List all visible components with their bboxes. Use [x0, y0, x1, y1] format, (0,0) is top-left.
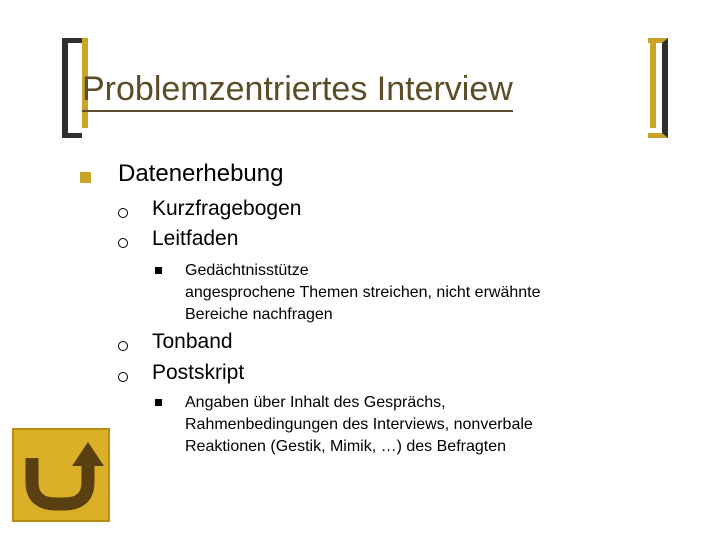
bullet-datenerhebung: [80, 160, 380, 192]
bullet-label: Kurzfragebogen: [152, 197, 302, 220]
bullet-leitfaden: [118, 227, 418, 255]
ring-bullet-icon: [118, 341, 128, 351]
ring-bullet-icon: [118, 372, 128, 382]
bullet-label: Postskript: [152, 361, 245, 384]
small-square-bullet-icon: [155, 399, 162, 406]
ring-bullet-icon: [118, 208, 128, 218]
bullet-kurzfragebogen: [118, 197, 418, 225]
detail-line: Bereiche nachfragen: [185, 306, 333, 323]
square-bullet-icon: [80, 172, 91, 183]
back-button[interactable]: [12, 428, 110, 522]
detail-line: Rahmenbedingungen des Interviews, nonverbale: [185, 416, 533, 433]
detail-line: Reaktionen (Gestik, Mimik, …) des Befragten: [185, 438, 507, 455]
ring-bullet-icon: [118, 238, 128, 248]
bullet-label: Tonband: [152, 330, 233, 353]
detail-line: Angaben über Inhalt des Gesprächs,: [185, 394, 446, 411]
bullet-label: Datenerhebung: [118, 160, 284, 187]
title-bracket-right-accent: [650, 38, 656, 128]
title-bracket-left: [62, 38, 82, 138]
slide-title: Problemzentriertes Interview: [82, 70, 513, 112]
bullet-leitfaden-detail: [155, 260, 655, 326]
bullet-postskript: [118, 361, 418, 389]
bullet-tonband: [118, 330, 418, 358]
detail-line: angesprochene Themen streichen, nicht erwähnte: [185, 284, 541, 301]
bullet-label: Leitfaden: [152, 227, 239, 250]
u-turn-arrow-icon: [14, 430, 108, 520]
detail-line: Gedächtnisstütze: [185, 262, 309, 279]
bullet-postskript-detail: [155, 392, 655, 458]
small-square-bullet-icon: [155, 267, 162, 274]
